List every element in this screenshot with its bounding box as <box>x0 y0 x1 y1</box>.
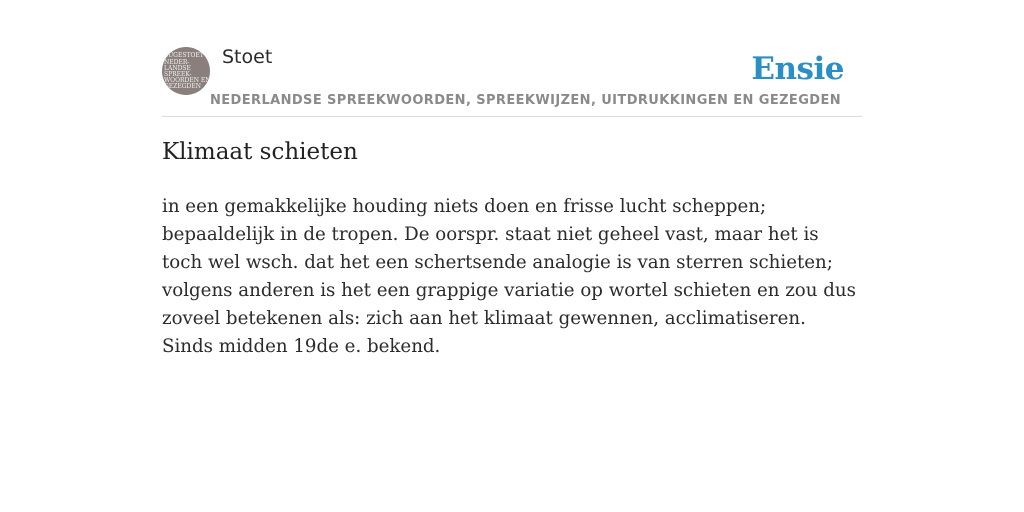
source-header <box>162 46 862 117</box>
book-cover-avatar[interactable] <box>162 47 210 95</box>
author-name[interactable]: Stoet <box>222 46 273 68</box>
entry-definition: in een gemakkelijke houding niets doen en frisse lucht scheppen; bepaaldelijk in de tropen. De oorspr. staat niet geheel vast, maar het is toch wel wsch. dat het een schertsende analogie is van sterren schieten; volgens anderen is het een grappige variatie op wortel schieten en zou dus zoveel betekenen als: zich aan het klimaat gewennen, acclimatiseren. Sinds midden 19de e. bekend. <box>162 196 856 357</box>
book-cover-title: SUGESTOET <box>164 52 204 59</box>
ensie-logo[interactable]: Ensie <box>751 51 844 87</box>
collection-title[interactable]: NEDERLANDSE SPREEKWOORDEN, SPREEKWIJZEN, UITDRUKKINGEN EN GEZEGDEN <box>210 93 842 108</box>
book-cover-text: NEDER- LANDSE SPREEK- WOORDEN EN GEZEGDEN <box>164 59 210 90</box>
entry-title: Klimaat schieten <box>162 139 358 165</box>
